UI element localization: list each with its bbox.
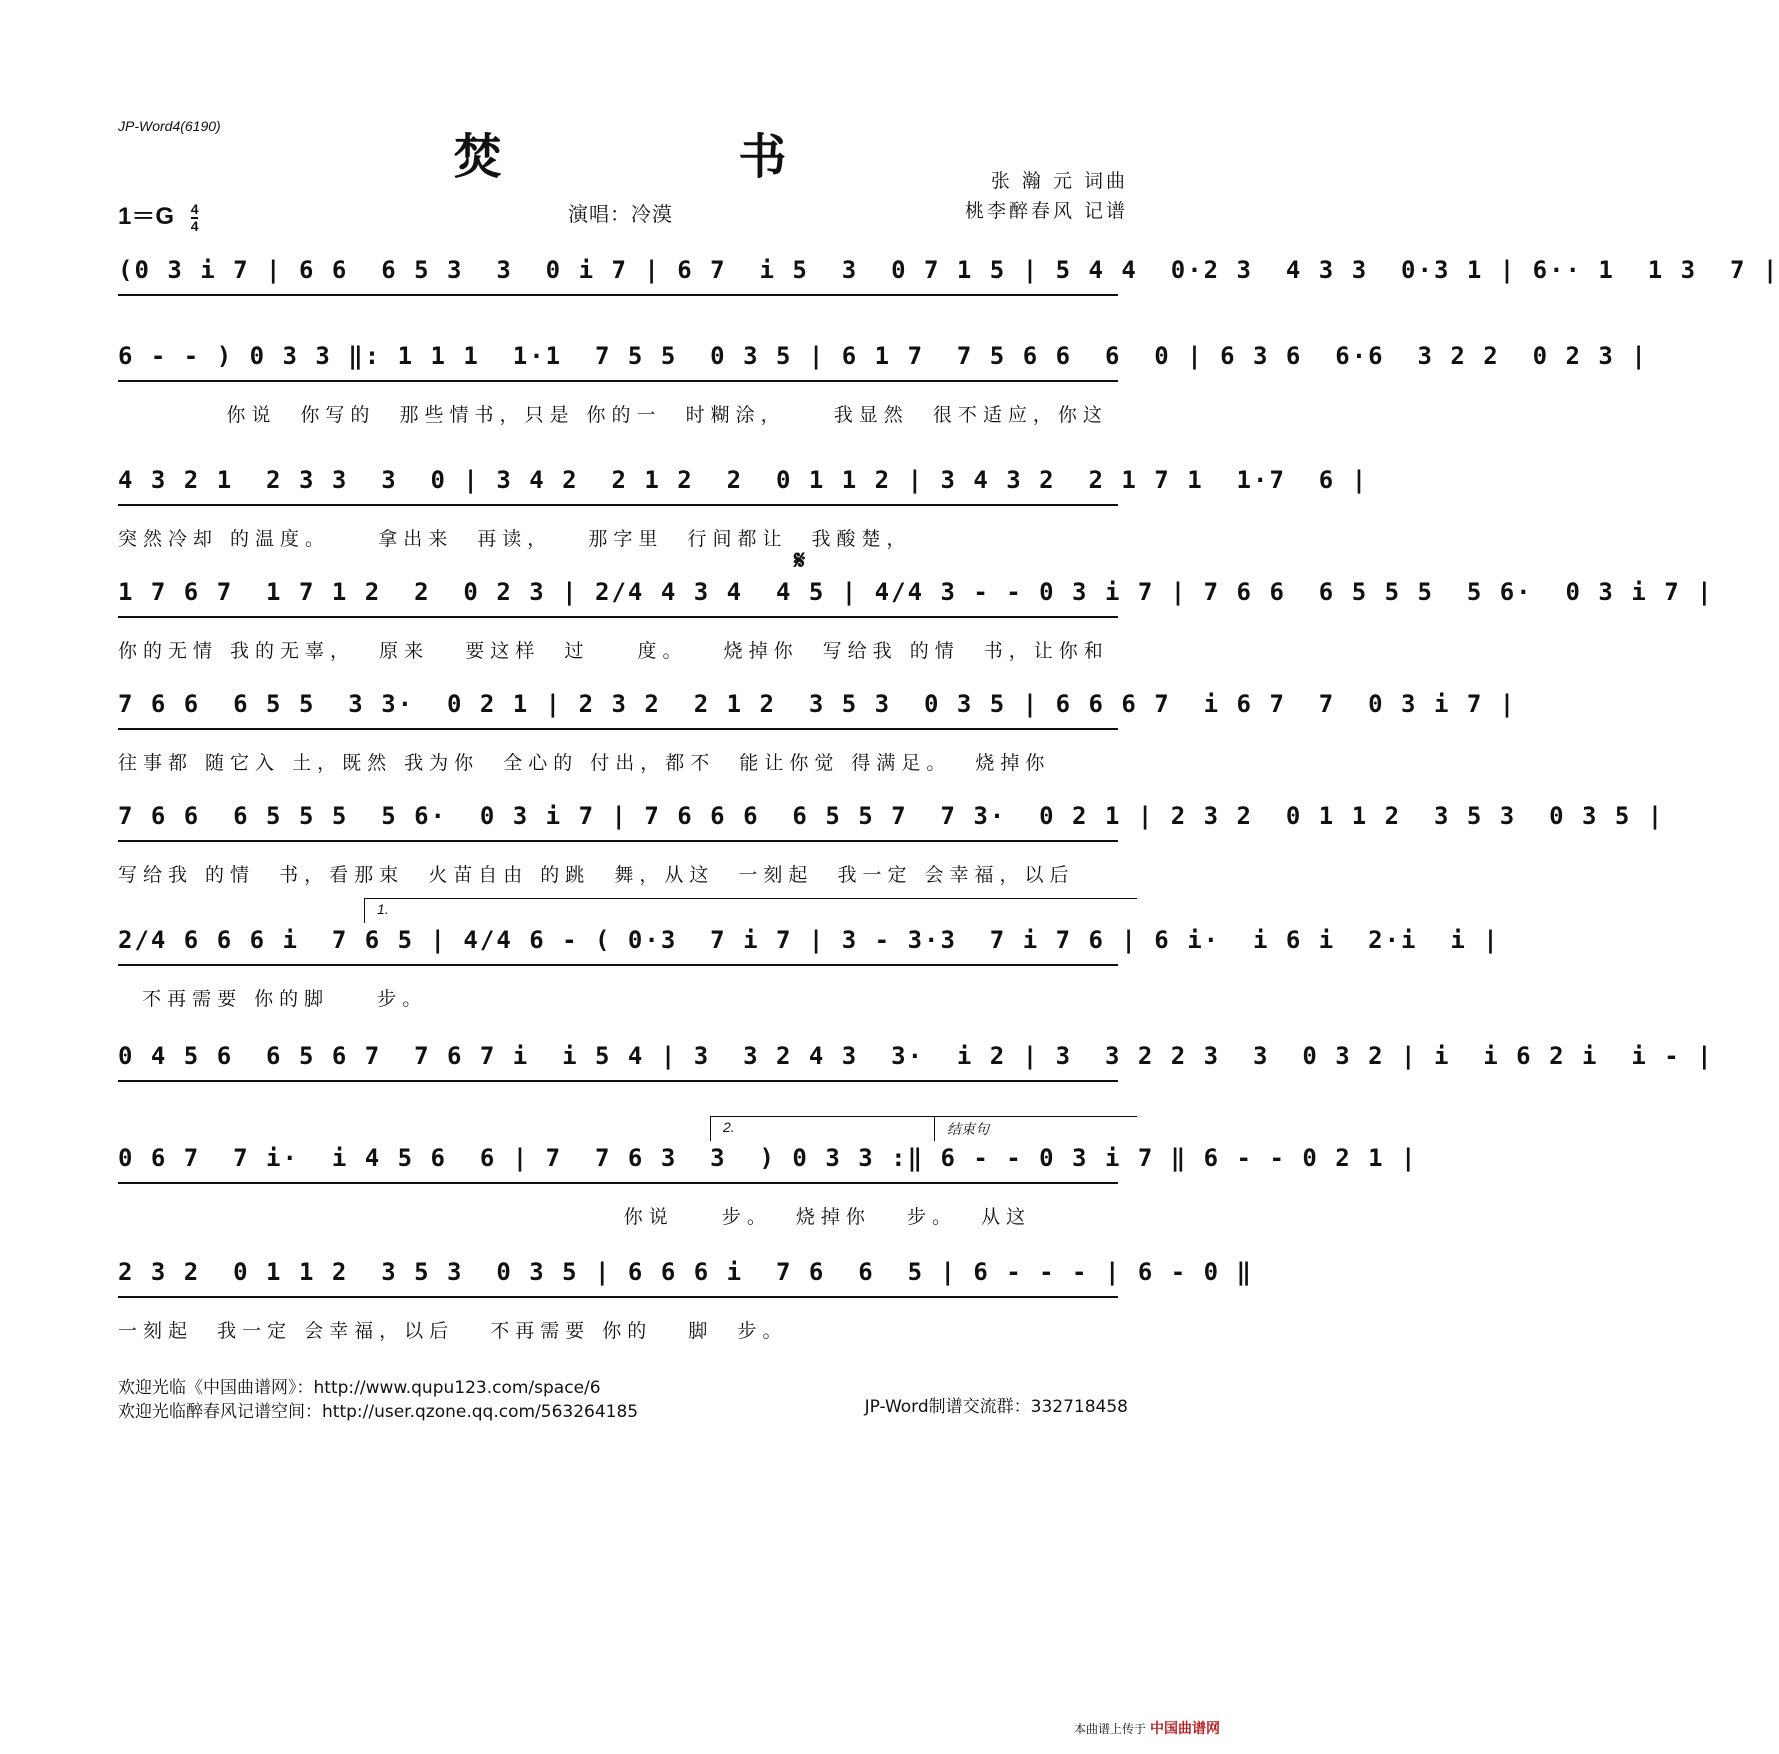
software-tag: JP-Word4(6190) <box>118 118 221 134</box>
notes-line: 2/4 6 6 6 i 7 6 5 | 4/4 6 - ( 0·3 7 i 7 | 3 - 3·3 7 i 7 6 | 6 i· i 6 i 2·i i | <box>118 926 1500 954</box>
lyrics-line: 一刻起 我一定 会幸福，以后 不再需要 你的 脚 步。 <box>118 1320 788 1342</box>
underline <box>118 1080 1118 1083</box>
transcriber-credit: 桃李醉春风 记谱 <box>964 200 1128 222</box>
upload-note <box>1074 1718 1220 1738</box>
upload-note-text: 本曲谱上传于 <box>1073 1722 1146 1736</box>
notes-line: 2 3 2 0 1 1 2 3 5 3 0 3 5 | 6 6 6 i 7 6 6 5 | 6 - - - | 6 - 0 ‖ <box>118 1258 1253 1286</box>
composer-credit: 张 瀚 元 词曲 <box>990 170 1128 192</box>
song-title: 焚 书 <box>453 129 897 185</box>
footer-link-qupu[interactable]: 欢迎光临《中国曲谱网》：http://www.qupu123.com/space/6 <box>118 1378 601 1398</box>
lyrics-line: 你的无情 我的无辜， 原来 要这样 过 度。 烧掉你 写给我 的情 书，让你和 <box>118 640 1109 662</box>
notes-line: 1 7 6 7 1 7 1 2 2 0 2 3 | 2/4 4 3 4 4 5 | 4/4 3 - - 0 3 i 7 | 7 6 6 6 5 5 5 5 6· 0 3 i 7 | <box>118 578 1714 606</box>
notes-line: 4 3 2 1 2 3 3 3 0 | 3 4 2 2 1 2 2 0 1 1 2 | 3 4 3 2 2 1 7 1 1·7 6 | <box>118 466 1369 494</box>
underline <box>118 1182 1118 1185</box>
underline <box>118 1296 1118 1299</box>
notes-line: 0 6 7 7 i· i 4 5 6 6 | 7 7 6 3 3 ) 0 3 3 :‖ 6 - - 0 3 i 7 ‖ 6 - - 0 2 1 | <box>118 1144 1418 1172</box>
footer-group: JP-Word制谱交流群：332718458 <box>864 1397 1128 1417</box>
underline <box>118 728 1118 731</box>
underline <box>118 840 1118 843</box>
segno-sign: 𝄋 <box>794 546 806 576</box>
time-top: 4 <box>190 200 199 217</box>
underline <box>118 294 1118 297</box>
volta-ending: 结束句 <box>934 1116 1137 1141</box>
lyrics-line: 你说 你写的 那些情书，只是 你的一 时糊涂， 我显然 很不适应，你这 <box>118 404 1108 426</box>
underline <box>118 380 1118 383</box>
lyrics-line: 不再需要 你的脚 步。 <box>118 988 428 1010</box>
notes-line: 7 6 6 6 5 5 5 5 6· 0 3 i 7 | 7 6 6 6 6 5 5 7 7 3· 0 2 1 | 2 3 2 0 1 1 2 3 5 3 0 3 5 | <box>118 802 1665 830</box>
key-label: 1＝G <box>118 203 175 230</box>
credits <box>965 166 1128 226</box>
lyrics-line: 突然冷却 的温度。 拿出来 再读， 那字里 行间都让 我酸楚， <box>118 528 912 550</box>
time-signature <box>191 202 199 234</box>
lyrics-line: 写给我 的情 书，看那束 火苗自由 的跳 舞，从这 一刻起 我一定 会幸福，以后 <box>118 864 1075 886</box>
time-bottom: 4 <box>190 217 199 234</box>
lyrics-line: 往事都 随它入 土，既然 我为你 全心的 付出，都不 能让你觉 得满足。 烧掉你 <box>118 752 1051 774</box>
lyrics-line: 你说 步。 烧掉你 步。 从这 <box>118 1206 1032 1228</box>
key-signature <box>118 196 198 234</box>
footer-link-qzone[interactable]: 欢迎光临醉春风记谱空间：http://user.qzone.qq.com/563264185 <box>118 1402 639 1422</box>
notes-line: 0 4 5 6 6 5 6 7 7 6 7 i i 5 4 | 3 3 2 4 3 3· i 2 | 3 3 2 2 3 3 0 3 2 | i i 6 2 i i - | <box>118 1042 1714 1070</box>
underline <box>118 504 1118 507</box>
notes-line: 6 - - ) 0 3 3 ‖: 1 1 1 1·1 7 5 5 0 3 5 | 6 1 7 7 5 6 6 6 0 | 6 3 6 6·6 3 2 2 0 2 3 | <box>118 342 1648 370</box>
underline <box>118 616 1118 619</box>
notes-line: (0 3 i 7 | 6 6 6 5 3 3 0 i 7 | 6 7 i 5 3 0 7 1 5 | 5 4 4 0·2 3 4 3 3 0·3 1 | 6·· 1 1 3 7 | <box>118 256 1779 284</box>
notes-line: 7 6 6 6 5 5 3 3· 0 2 1 | 2 3 2 2 1 2 3 5 3 0 3 5 | 6 6 6 7 i 6 7 7 0 3 i 7 | <box>118 690 1517 718</box>
footer-links <box>118 1376 638 1424</box>
volta-1: 1. <box>364 898 1137 923</box>
volta-2: 2. <box>710 1116 945 1141</box>
singer: 演唱：冷漠 <box>568 202 673 226</box>
underline <box>118 964 1118 967</box>
brand-logo: 中国曲谱网 <box>1150 1721 1220 1737</box>
